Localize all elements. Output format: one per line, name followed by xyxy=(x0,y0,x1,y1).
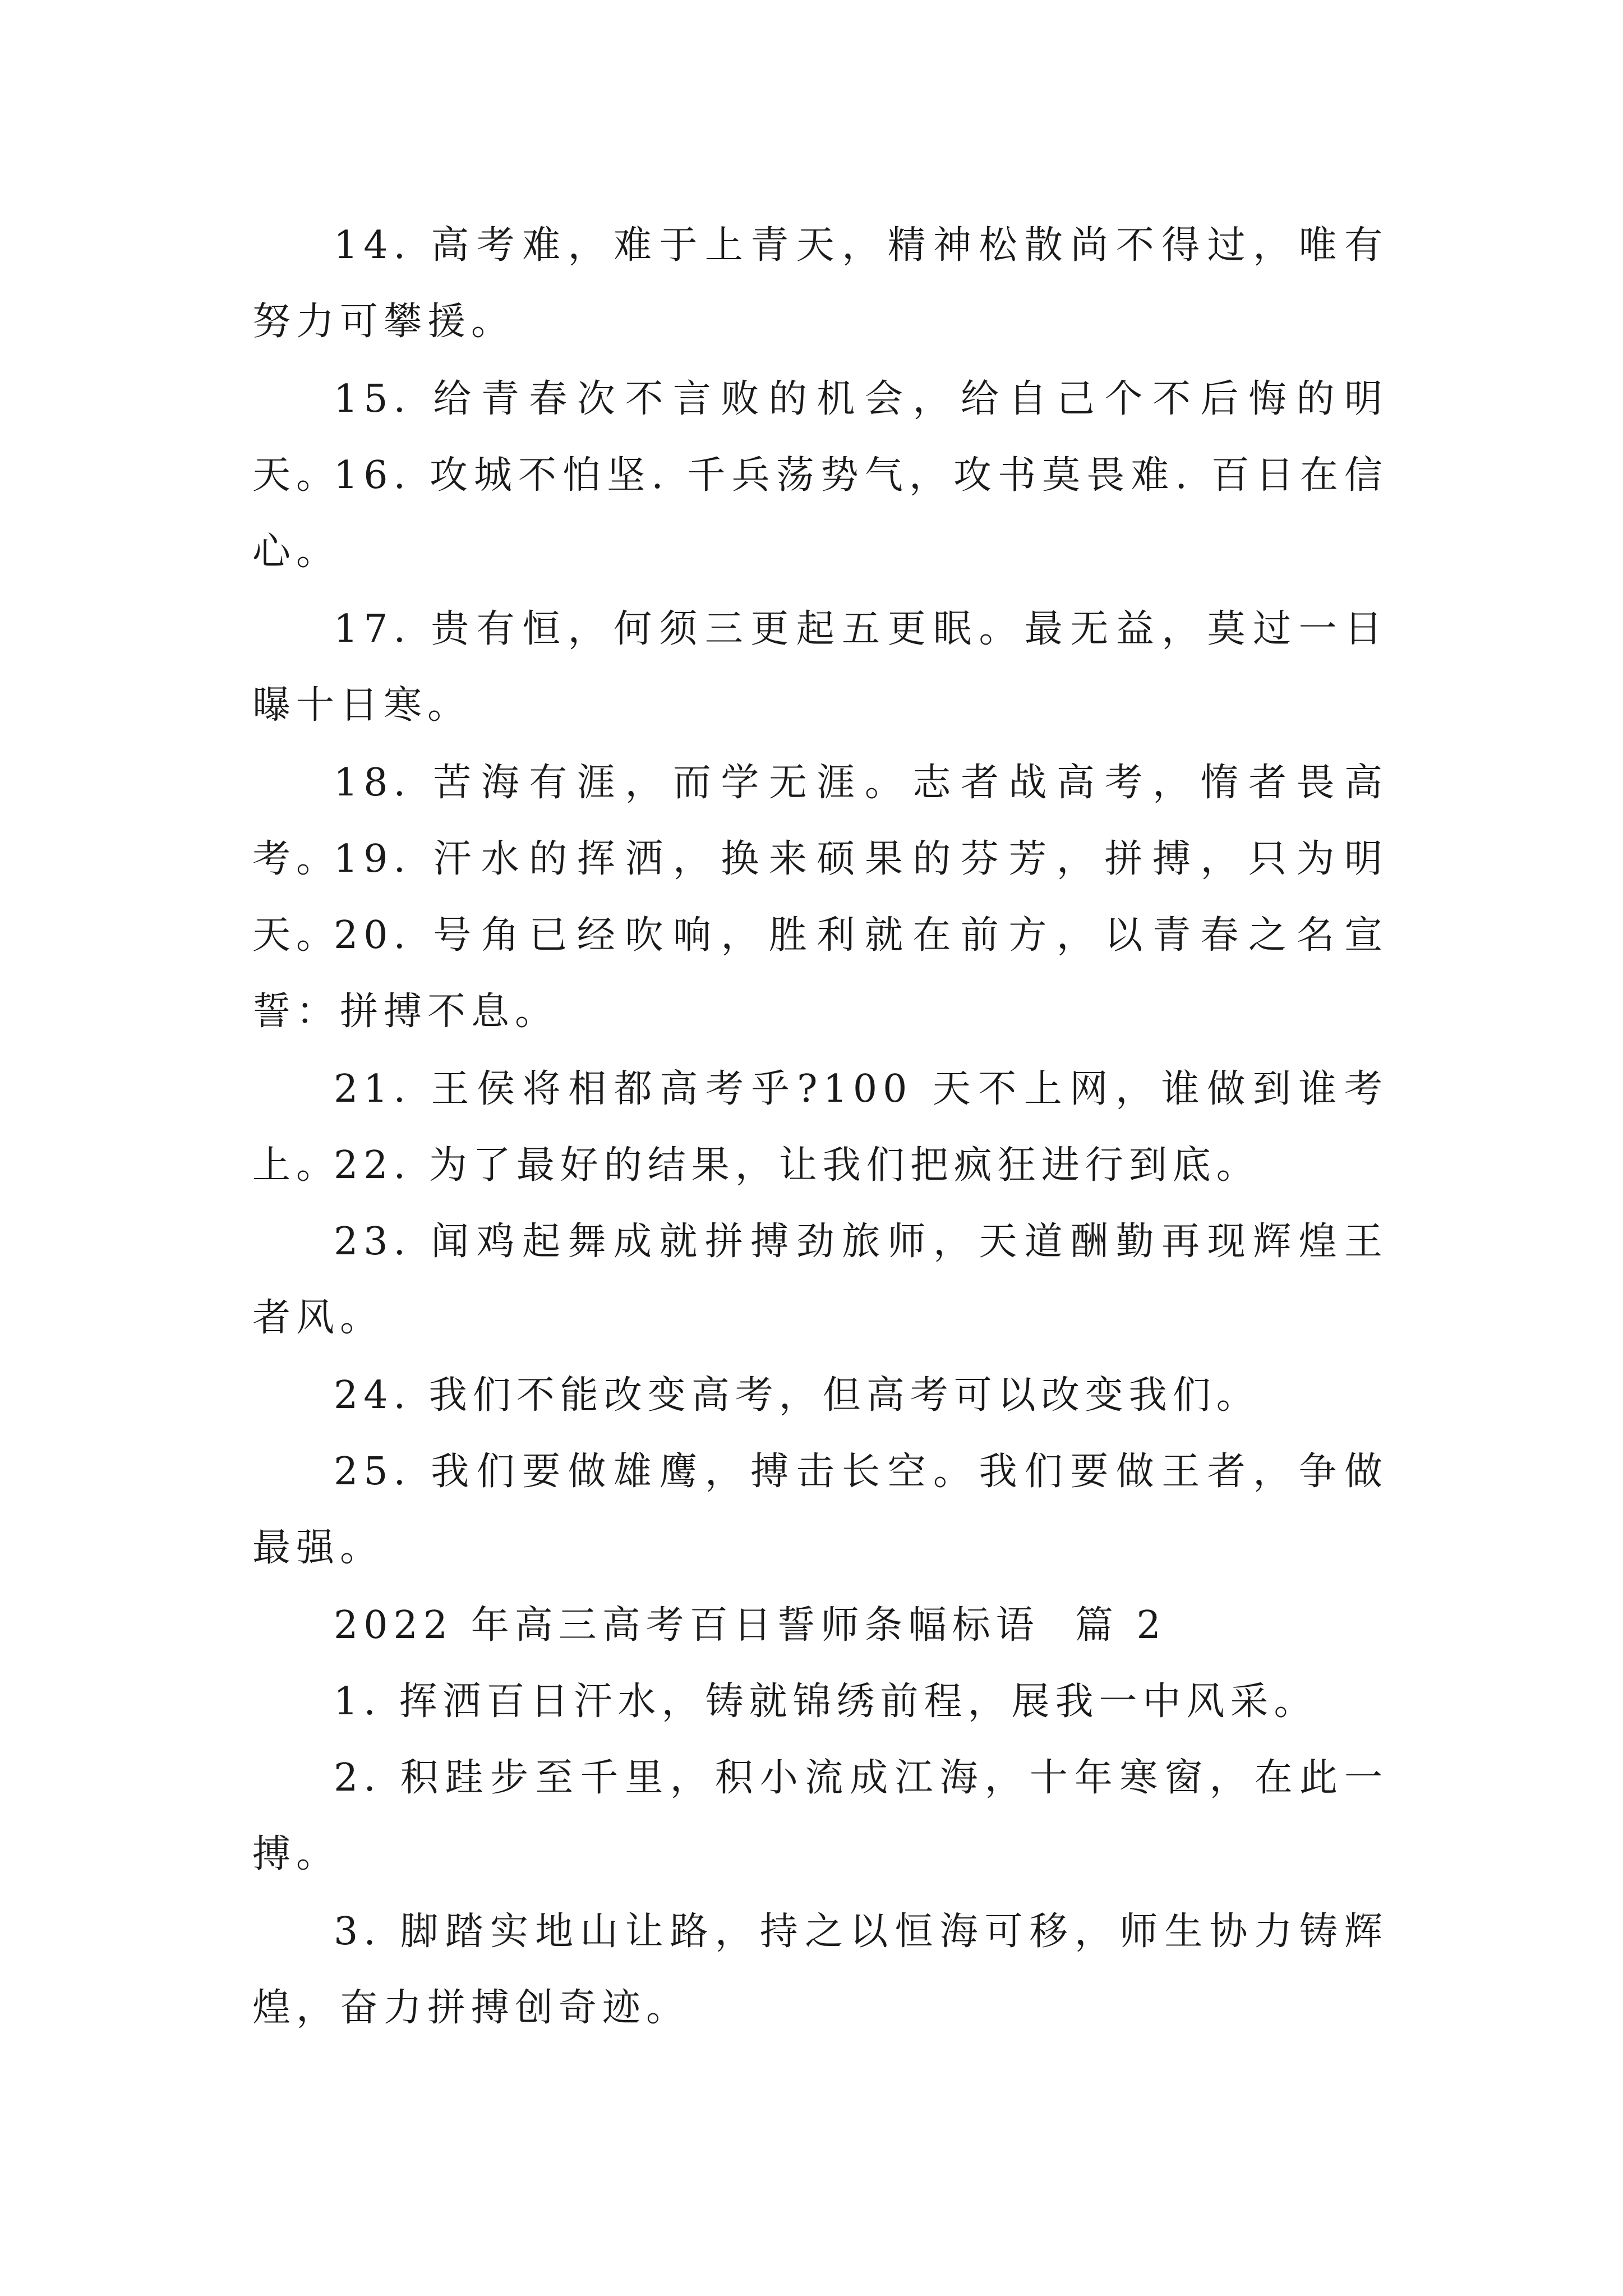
part2-slogan-2: 2. 积跬步至千里，积小流成江海，十年寒窗，在此一搏。 xyxy=(252,1756,1388,1876)
section-heading: 2022 年高三高考百日誓师条幅标语 篇 2 xyxy=(334,1603,1166,1648)
slogan-16: 16. 攻城不怕坚. 千兵荡势气，攻书莫畏难. 百日在信心。 xyxy=(252,453,1388,574)
slogan-19: 19. 汗水的挥洒，换来硕果的芬芳，拼搏，只为明天。 xyxy=(252,837,1388,958)
slogan-22: 22. 为了最好的结果，让我们把疯狂进行到底。 xyxy=(334,1143,1260,1188)
slogan-17: 17. 贵有恒，何须三更起五更眠。最无益，莫过一日曝十日寒。 xyxy=(252,607,1388,728)
slogan-14: 14. 高考难，难于上青天，精神松散尚不得过，唯有努力可攀援。 xyxy=(252,223,1388,344)
slogan-15: 15. 给青春次不言败的机会，给自己个不后悔的明天。 xyxy=(252,377,1388,498)
slogan-25: 25. 我们要做雄鹰，搏击长空。我们要做王者，争做最强。 xyxy=(252,1450,1388,1570)
part2-slogan-1: 1. 挥洒百日汗水，铸就锦绣前程，展我一中风采。 xyxy=(334,1680,1318,1724)
slogan-24: 24. 我们不能改变高考，但高考可以改变我们。 xyxy=(334,1373,1260,1418)
slogan-18: 18. 苦海有涯，而学无涯。志者战高考，惰者畏高考。 xyxy=(252,761,1388,881)
slogan-20: 20. 号角已经吹响，胜利就在前方，以青春之名宣誓：拼搏不息。 xyxy=(252,913,1388,1034)
slogan-21: 21. 王侯将相都高考乎?100 天不上网，谁做到谁考上。 xyxy=(252,1067,1388,1188)
slogan-23: 23. 闻鸡起舞成就拼搏劲旅师，天道酬勤再现辉煌王者风。 xyxy=(252,1220,1388,1340)
part2-slogan-3: 3. 脚踏实地山让路，持之以恒海可移，师生协力铸辉煌，奋力拼搏创奇迹。 xyxy=(252,1910,1388,2030)
